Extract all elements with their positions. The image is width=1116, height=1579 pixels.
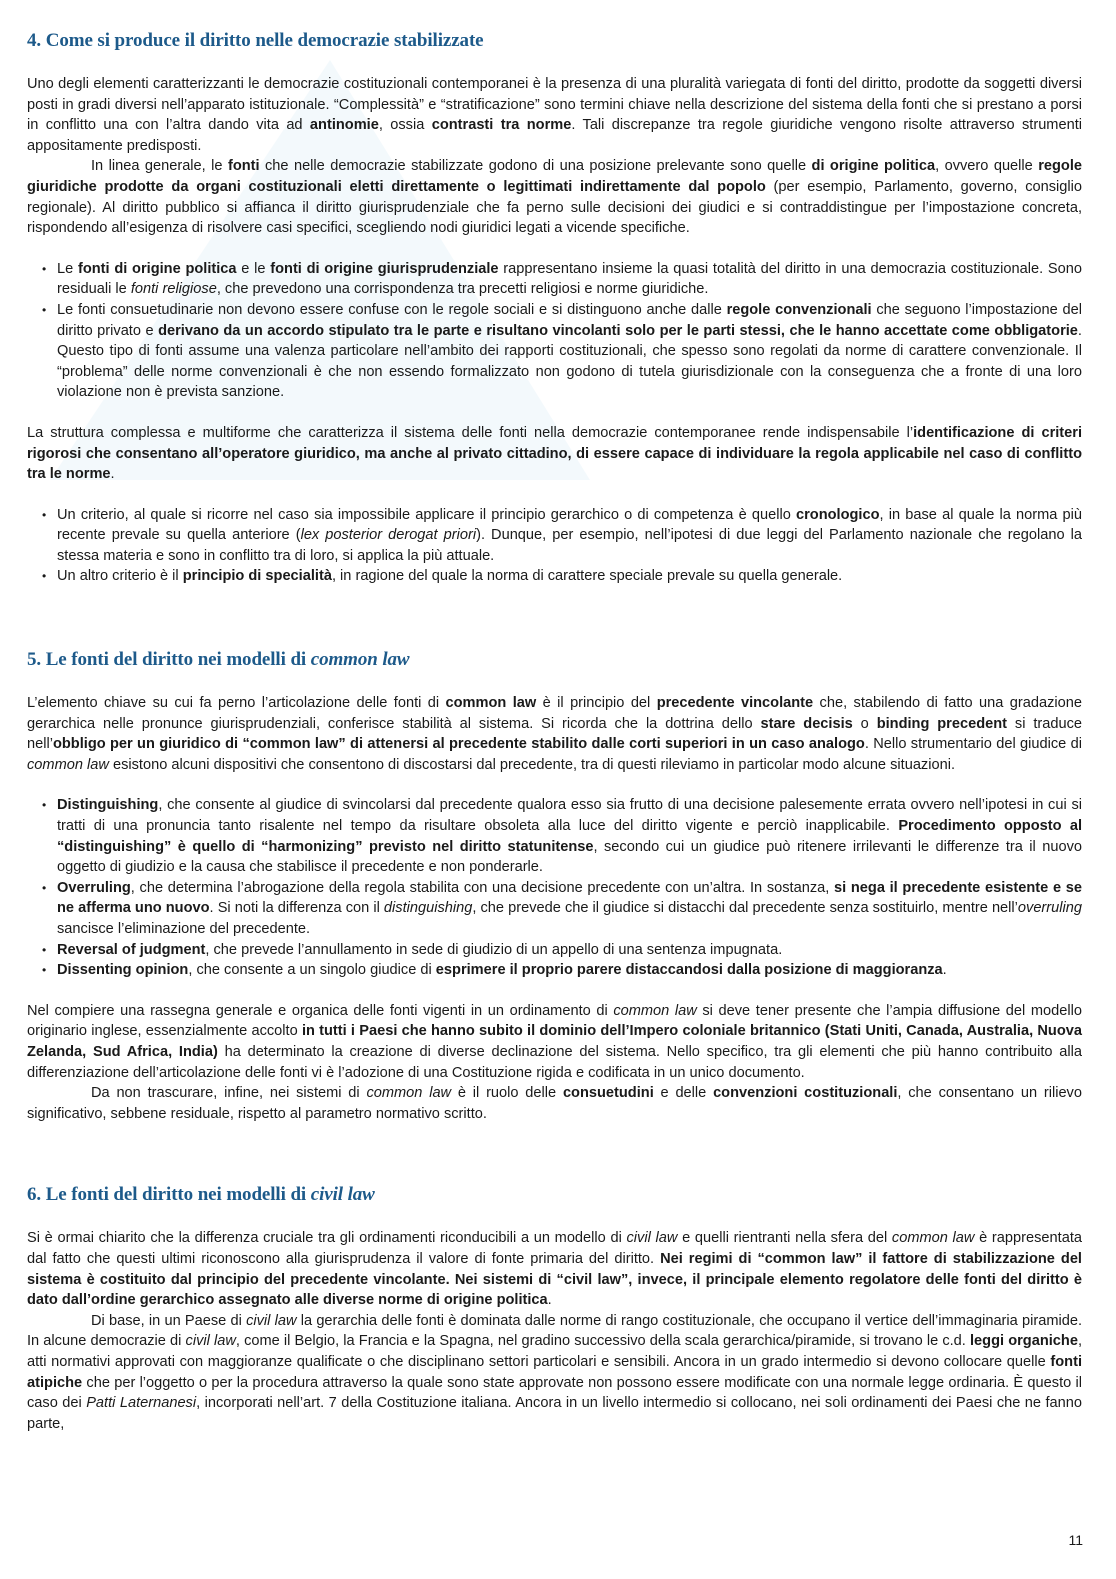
italic-text: distinguishing <box>383 900 473 917</box>
bold-text: derivano da un accordo stipulato tra le parte e risultano vincolanti solo per le parti stessi, che le hanno accettate come obbligatorie <box>158 322 1078 339</box>
italic-text: lex posterior derogat priori <box>300 527 477 544</box>
bold-text: regole giuridiche prodotte da organi costituzionali eletti direttamente o legittimati indirettamente dal popolo <box>27 158 1083 195</box>
bold-text: antinomie <box>309 117 379 134</box>
page-number: 11 <box>1068 1532 1083 1548</box>
bold-text: stare decisis <box>760 715 853 732</box>
bold-text: Distinguishing <box>57 797 159 814</box>
italic-text: civil law <box>626 1230 678 1247</box>
page-content <box>27 30 1082 1434</box>
bold-text: di origine politica <box>811 158 936 175</box>
bold-text: Dissenting opinion <box>57 962 189 979</box>
bullet-item: • Le fonti consuetudinarie non devono essere confuse con le regole sociali e si distinguono anche dalle regole convenzionali che seguono l’impostazione del diritto privato e derivano da un accordo stipulato tra le parte e risultano vincolanti solo per le parti stessi, che le hanno accettate come obbligatorie. Questo tipo di fonti assume una valenza particolare nell’ambito dei rapporti costituzionali, che spesso sono regolati da norme di carattere convenzionale. Il “problema” delle norme convenzionali è che non essendo formalizzato non godono di tutela giurisdizionale con la conseguenza che a fronte di una loro violazione non è prevista sanzione. <box>57 300 1082 403</box>
italic-text: civil law <box>246 1312 297 1329</box>
italic-text: common law <box>891 1230 975 1247</box>
section-5-title: 5. Le fonti del diritto nei modelli di common law <box>27 649 410 671</box>
bullet-item: • Un altro criterio è il principio di specialità, in ragione del quale la norma di carattere speciale prevale su quella generale. <box>57 566 1082 587</box>
section-4-bullet-list-1 <box>27 259 1082 403</box>
bullet-item: • Distinguishing, che consente al giudice di svincolarsi dal precedente qualora esso sia frutto di una decisione palesemente errata ovvero nell’ipotesi in cui si tratti di una pronuncia tanto risalente nel tempo da risultare obsoleta alla luce del diritto vigente e perciò inapplicabile. Procedimento opposto al “distinguishing” è quello di “harmonizing” previsto nel diritto statunitense, secondo cui un giudice può ritenere irrilevanti le differenze tra il nuovo oggetto di giudizio e la causa che stabilisce il precedente e non ponderarle. <box>57 795 1082 877</box>
bold-text: obbligo per un giuridico di “common law” di attenersi al precedente stabilito dalle corti superiori in un caso analogo <box>52 736 865 753</box>
bold-text: Overruling <box>57 879 131 896</box>
section-5-paragraph-1: L’elemento chiave su cui fa perno l’articolazione delle fonti di common law è il principio del precedente vincolante che, stabilendo di fatto una gradazione gerarchica nelle pronunce giurisprudenziali, conferisce stabilità al sistema. Si ricorda che la dottrina dello stare decisis o binding precedent si traduce nell’obbligo per un giuridico di “common law” di attenersi al precedente stabilito dalle corti superiori in un caso analogo. Nello strumentario del giudice di common law esistono alcuni dispositivi che consentono di discostarsi dal precedente, tra di questi rileviamo in particolar modo alcune situazioni. <box>27 695 1083 773</box>
italic-text: fonti religiose <box>130 281 217 298</box>
bullet-item: • Overruling, che determina l’abrogazione della regola stabilita con una decisione precedente con un’altra. In sostanza, si nega il precedente esistente e se ne afferma uno nuovo. Si noti la differenza con il distinguishing, che prevede che il giudice si distacchi dal precedente senza sostituirlo, mentre nell’overruling sancisce l’eliminazione del precedente. <box>57 878 1082 940</box>
bold-text: fonti di origine politica <box>77 260 237 277</box>
bold-text: fonti <box>227 158 260 175</box>
bold-text: leggi organiche <box>970 1333 1078 1350</box>
section-6-paragraph-1: Si è ormai chiarito che la differenza cruciale tra gli ordinamenti riconducibili a un modello di civil law e quelli rientranti nella sfera del common law è rappresentata dal fatto che questi ultimi riconoscono alla giurisprudenza il valore di fonte primaria del diritto. Nei regimi di “common law” il fattore di stabilizzazione del sistema è costituito dal principio del precedente vincolante. Nei sistemi di “civil law”, invece, il principale elemento regolatore delle fonti del diritto è dato dall’ordine gerarchico assegnato alle diverse norme di origine politica. <box>27 1230 1082 1309</box>
section-5-paragraph-3: Da non trascurare, infine, nei sistemi di common law è il ruolo delle consuetudini e delle convenzioni costituzionali, che consentano un rilievo significativo, sebbene residuale, rispetto al parametro normativo scritto. <box>27 1085 1082 1122</box>
bold-text: contrasti tra norme <box>431 117 572 134</box>
bold-text: identificazione di criteri rigorosi che consentano all’operatore giuridico, ma anche al privato cittadino, di essere capace di individuare la regola applicabile nel caso di conflitto tra le norme <box>27 424 1083 483</box>
italic-text: common law <box>366 1085 452 1102</box>
italic-text: common law <box>613 1002 697 1019</box>
italic-text: overruling <box>1017 900 1082 917</box>
bold-text: precedente vincolante <box>656 695 814 712</box>
bullet-item: • Un criterio, al quale si ricorre nel caso sia impossibile applicare il principio gerarchico o di competenza è quello cronologico, in base al quale la norma più recente prevale su quella anteriore (lex posterior derogat priori). Dunque, per esempio, nell’ipotesi di due leggi del Parlamento nazionale che regolano la stessa materia e sono in conflitto tra di loro, si applica la più attuale. <box>57 505 1082 567</box>
bold-text: regole convenzionali <box>726 301 872 318</box>
bold-text: convenzioni costituzionali <box>713 1085 898 1102</box>
section-6-paragraph-2: Di base, in un Paese di civil law la gerarchia delle fonti è dominata dalle norme di rango costituzionale, che occupano il vertice dell’immaginaria piramide. In alcune democrazie di civil law, come il Belgio, la Francia e la Spagna, nel gradino successivo della scala gerarchica/piramide, si trovano le c.d. leggi organiche, atti normativi approvati con maggioranze qualificate o che disciplinano settori particolari e sensibili. Ancora in un grado intermedio si devono collocare quelle fonti atipiche che per l’oggetto o per la procedura attraverso la quale sono state approvate non possono essere modificate con una normale legge ordinaria. È questo il caso dei Patti Laternanesi, incorporati nell’art. 7 della Costituzione italiana. Ancora in un livello intermedio si collocano, nei soli ordinamenti dei Paesi che ne fanno parte, <box>27 1312 1083 1432</box>
section-6-title: 6. Le fonti del diritto nei modelli di civil law <box>27 1184 375 1206</box>
bold-text: principio di specialità <box>182 568 332 585</box>
bold-text: common law <box>445 695 537 712</box>
section-4-paragraph-1: Uno degli elementi caratterizzanti le democrazie costituzionali contemporanei è la presenza di una pluralità variegata di fonti del diritto, prodotte da soggetti diversi posti in gradi diversi nell’apparato istituzionale. “Complessità” e “stratificazione” sono termini chiave nella descrizione del sistema della fonti che si prestano a porsi in conflitto una con l’altra dando vita ad antinomie, ossia contrasti tra norme. Tali discrepanze tra regole giuridiche vengono risolte attraverso strumenti appositamente predisposti. <box>27 76 1082 154</box>
bold-text: fonti atipiche <box>27 1353 1082 1391</box>
bullet-item: • Dissenting opinion, che consente a un singolo giudice di esprimere il proprio parere distaccandosi dalla posizione di maggioranza. <box>57 960 1082 981</box>
bold-text: in tutti i Paesi che hanno subito il dominio dell’Impero coloniale britannico (Stati Uniti, Canada, Australia, Nuova Zelanda, Sud Africa, India) <box>27 1023 1082 1060</box>
italic-text: Patti Laternanesi <box>86 1395 197 1412</box>
section-5-bullet-list <box>27 795 1082 980</box>
bold-text: esprimere il proprio parere distaccandosi dalla posizione di maggioranza <box>435 962 943 979</box>
bullet-item: • Le fonti di origine politica e le fonti di origine giurisprudenziale rappresentano insieme la quasi totalità del diritto in una democrazia costituzionale. Sono residuali le fonti religiose, che prevedono una corrispondenza tra precetti religiosi e norme giuridiche. <box>57 259 1082 300</box>
section-4-bullet-list-2 <box>27 505 1082 587</box>
bold-text: si nega il precedente esistente e se ne afferma uno nuovo <box>57 879 1082 917</box>
section-4-paragraph-2: In linea generale, le fonti che nelle democrazie stabilizzate godono di una posizione prelevante sono quelle di origine politica, ovvero quelle regole giuridiche prodotte da organi costituzionali eletti direttamente o legittimati indirettamente dal popolo (per esempio, Parlamento, governo, consiglio regionale). Al diritto pubblico si affianca il diritto giurisprudenziale che fa perno sulle decisioni dei giudici e si contraddistingue per l’impostazione concreta, rispondendo all’esigenza di risolvere casi specifici, scegliendo nodi giuridici legati a vicende specifiche. <box>27 158 1083 237</box>
bold-text: Procedimento opposto al “distinguishing” è quello di “harmonizing” previsto nel diritto statunitense <box>57 818 1082 855</box>
bold-text: binding precedent <box>876 715 1008 732</box>
bold-text: Reversal of judgment <box>57 941 206 958</box>
bullet-item: • Reversal of judgment, che prevede l’annullamento in sede di giudizio di un appello di una sentenza impugnata. <box>57 940 1082 961</box>
bold-text: cronologico <box>796 506 880 523</box>
section-4-title: 4. Come si produce il diritto nelle democrazie stabilizzate <box>27 30 484 51</box>
italic-text: common law <box>27 756 109 773</box>
section-5-paragraph-2: Nel compiere una rassegna generale e organica delle fonti vigenti in un ordinamento di common law si deve tener presente che l’ampia diffusione del modello originario inglese, essenzialmente accolto in tutti i Paesi che hanno subito il dominio dell’Impero coloniale britannico (Stati Uniti, Canada, Australia, Nuova Zelanda, Sud Africa, India) ha determinato la creazione di diverse declinazione del sistema. Nello specifico, tra gli elementi che più hanno contribuito alla differenziazione dell’articolazione delle fonti vi è l’adozione di una Costituzione rigida e codificata in un unico documento. <box>27 1002 1082 1081</box>
bold-text: fonti di origine giurisprudenziale <box>270 260 499 277</box>
bold-text: Nei regimi di “common law” il fattore di stabilizzazione del sistema è costituito dal principio del precedente vincolante. Nei sistemi di “civil law”, invece, il principale elemento regolatore delle fonti del diritto è dato dall’ordine gerarchico assegnato alle diverse norme di origine politica <box>27 1250 1082 1309</box>
italic-text: civil law <box>185 1333 236 1350</box>
section-4-paragraph-3: La struttura complessa e multiforme che caratterizza il sistema delle fonti nella democrazie contemporanee rende indispensabile l’identificazione di criteri rigorosi che consentano all’operatore giuridico, ma anche al privato cittadino, di essere capace di individuare la regola applicabile nel caso di conflitto tra le norme. <box>27 424 1083 483</box>
bold-text: consuetudini <box>562 1085 654 1102</box>
